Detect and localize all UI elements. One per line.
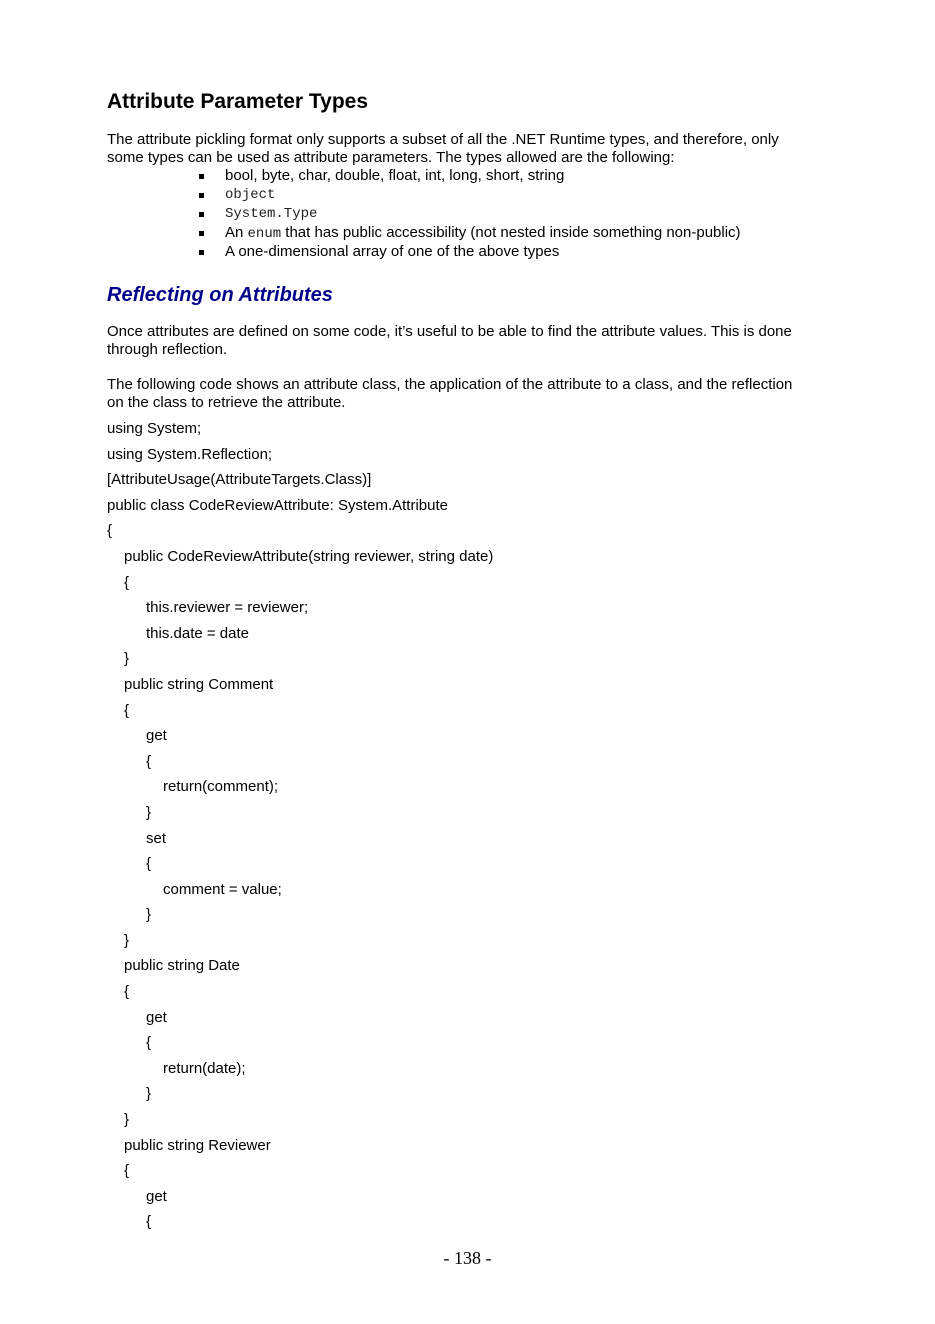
reflection-paragraph-1 (107, 323, 847, 359)
code-listing (0, 419, 493, 1238)
code-line: } (146, 803, 152, 821)
bullet-icon (199, 212, 204, 217)
list-item-code: object (225, 187, 276, 203)
intro-paragraph (107, 131, 847, 167)
code-line: get (146, 1187, 167, 1205)
enum-prefix: An (225, 224, 248, 241)
code-line: { (107, 522, 113, 540)
code-line: { (146, 752, 152, 770)
code-line: [AttributeUsage(AttributeTargets.Class)] (107, 471, 372, 489)
code-line: this.reviewer = reviewer; (146, 599, 309, 617)
code-line: public string Comment (124, 675, 274, 693)
enum-keyword: enum (247, 226, 282, 242)
code-line: { (124, 573, 130, 591)
paragraph-line: on the class to retrieve the attribute. (107, 394, 346, 411)
enum-suffix: that has public accessibility (not nested inside something non-public) (281, 224, 741, 241)
code-line: comment = value; (163, 880, 282, 898)
code-line: using System; (107, 420, 202, 437)
code-line: get (146, 1008, 167, 1026)
list-item-text: A one-dimensional array of one of the above types (225, 243, 560, 260)
code-line: public string Reviewer (124, 1136, 271, 1154)
code-line: public string Date (124, 957, 240, 975)
reflection-paragraph-2 (107, 376, 847, 412)
code-line: { (124, 701, 130, 719)
paragraph-line: through reflection. (107, 341, 228, 358)
intro-line-2: some types can be used as attribute parameters. The types allowed are the following: (107, 149, 675, 166)
bullet-icon (199, 231, 204, 236)
list-item-text: bool, byte, char, double, float, int, long, short, string (225, 167, 565, 184)
section-heading: Attribute Parameter Types (107, 90, 369, 113)
code-line: public CodeReviewAttribute(string reviewer, string date) (124, 547, 494, 565)
page-number: - 138 - (443, 1248, 492, 1268)
code-line: } (146, 906, 152, 924)
code-line: } (146, 1085, 152, 1103)
code-line: { (124, 1162, 130, 1180)
code-line: } (124, 650, 130, 668)
code-line: using System.Reflection; (107, 445, 273, 463)
code-line: public class CodeReviewAttribute: System.Attribute (107, 496, 448, 514)
bullet-icon (199, 250, 204, 255)
intro-line-1: The attribute pickling format only supports a subset of all the .NET Runtime types, and therefore, only (107, 131, 779, 148)
code-line: { (146, 1034, 152, 1052)
bullet-icon (199, 193, 204, 198)
paragraph-line: Once attributes are defined on some code, it’s useful to be able to find the attribute values. This is done (107, 323, 792, 340)
code-line: { (124, 983, 130, 1001)
list-item-text (225, 224, 741, 243)
code-line: set (146, 829, 167, 847)
code-line: { (146, 855, 152, 873)
code-line: get (146, 727, 167, 745)
code-line: } (124, 1111, 130, 1129)
list-item-code: System.Type (225, 206, 318, 222)
paragraph-line: The following code shows an attribute class, the application of the attribute to a class, and the reflection (107, 376, 793, 393)
code-line: { (146, 1213, 152, 1231)
code-line: this.date = date (146, 624, 249, 642)
code-line: return(comment); (163, 778, 279, 796)
code-line: } (124, 931, 130, 949)
subsection-heading: Reflecting on Attributes (107, 284, 333, 306)
bullet-icon (199, 174, 204, 179)
code-line: return(date); (163, 1059, 246, 1077)
